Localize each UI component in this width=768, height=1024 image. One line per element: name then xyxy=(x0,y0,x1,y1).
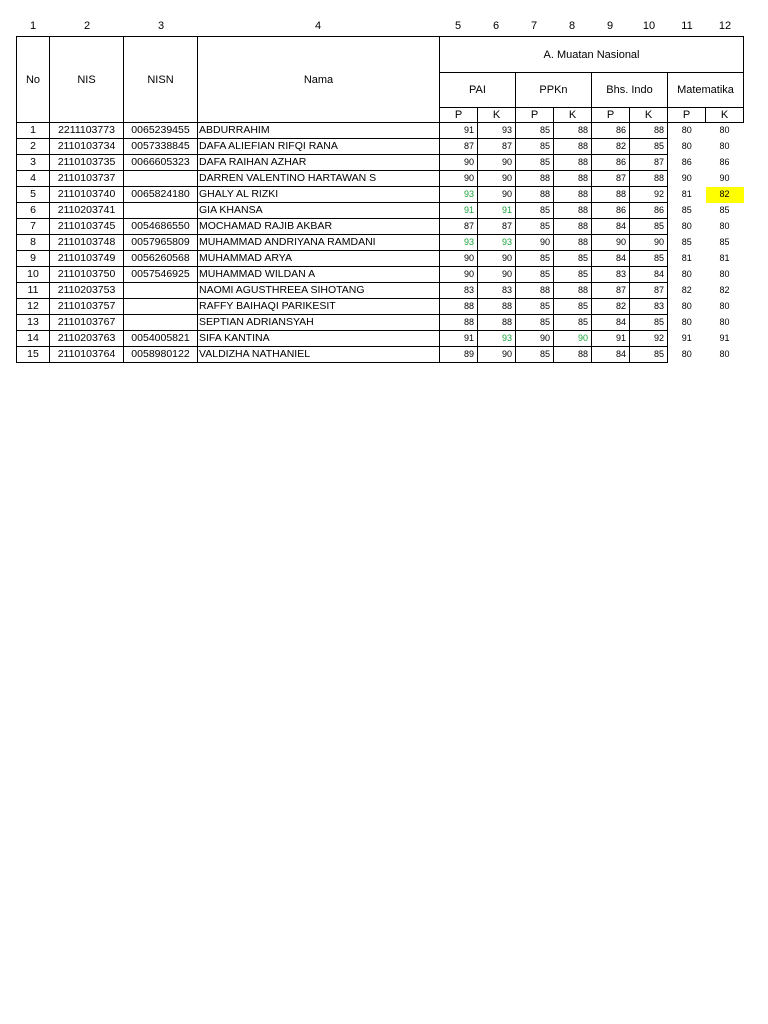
header-nama: Nama xyxy=(198,37,440,123)
score-pai-k: 90 xyxy=(478,155,516,171)
table-row xyxy=(17,331,744,347)
cell-nisn: 0066605323 xyxy=(124,155,198,171)
score-ppkn-k: 85 xyxy=(554,315,592,331)
score-ppkn-p: 85 xyxy=(516,123,554,139)
score-bhs-indo-k: 85 xyxy=(630,251,668,267)
table-row xyxy=(17,187,744,203)
column-number: 10 xyxy=(642,20,656,32)
score-pai-k: 90 xyxy=(478,251,516,267)
score-ppkn-p: 85 xyxy=(516,139,554,155)
cell-no: 4 xyxy=(17,171,50,187)
header-nisn: NISN xyxy=(124,37,198,123)
score-ppkn-k: 90 xyxy=(554,331,592,347)
cell-nis: 2110103757 xyxy=(50,299,124,315)
cell-nama: RAFFY BAIHAQI PARIKESIT xyxy=(198,299,440,315)
cell-nisn: 0056260568 xyxy=(124,251,198,267)
score-ppkn-p: 90 xyxy=(516,235,554,251)
cell-nama: DARREN VALENTINO HARTAWAN S xyxy=(198,171,440,187)
column-number: 1 xyxy=(29,20,37,32)
score-matematika-p: 80 xyxy=(668,219,706,235)
score-bhs-indo-k: 87 xyxy=(630,283,668,299)
table-row xyxy=(17,155,744,171)
score-ppkn-k: 88 xyxy=(554,347,592,363)
score-pai-k: 93 xyxy=(478,123,516,139)
cell-nisn: 0054005821 xyxy=(124,331,198,347)
score-ppkn-p: 88 xyxy=(516,187,554,203)
cell-nama: MOCHAMAD RAJIB AKBAR xyxy=(198,219,440,235)
score-matematika-k: 80 xyxy=(719,349,730,359)
header-nis: NIS xyxy=(50,37,124,123)
header-k: K xyxy=(630,108,668,123)
cell-no: 1 xyxy=(17,123,50,139)
score-bhs-indo-p: 88 xyxy=(592,187,630,203)
cell-nis: 2110103750 xyxy=(50,267,124,283)
score-ppkn-p: 85 xyxy=(516,315,554,331)
header-k: K xyxy=(706,108,744,123)
score-pai-p: 83 xyxy=(440,283,478,299)
score-pai-p: 90 xyxy=(440,267,478,283)
score-pai-p: 90 xyxy=(440,251,478,267)
score-ppkn-p: 85 xyxy=(516,251,554,267)
cell-nama: DAFA ALIEFIAN RIFQI RANA xyxy=(198,139,440,155)
score-pai-k: 88 xyxy=(478,315,516,331)
table-row xyxy=(17,203,744,219)
score-matematika-k: 80 xyxy=(719,317,730,327)
table-row xyxy=(17,171,744,187)
score-bhs-indo-k: 92 xyxy=(630,331,668,347)
score-ppkn-k: 88 xyxy=(554,155,592,171)
column-number-ruler xyxy=(0,20,768,36)
column-number: 6 xyxy=(492,20,500,32)
table-row xyxy=(17,315,744,331)
column-number: 5 xyxy=(454,20,462,32)
score-bhs-indo-k: 85 xyxy=(630,315,668,331)
cell-no: 7 xyxy=(17,219,50,235)
cell-nama: MUHAMMAD WILDAN A xyxy=(198,267,440,283)
score-ppkn-p: 88 xyxy=(516,171,554,187)
score-matematika-k: 82 xyxy=(719,285,730,295)
table-row xyxy=(17,251,744,267)
header-subject-pai: PAI xyxy=(440,73,516,108)
score-ppkn-k: 88 xyxy=(554,171,592,187)
cell-nama: MUHAMMAD ANDRIYANA RAMDANI xyxy=(198,235,440,251)
score-bhs-indo-p: 84 xyxy=(592,315,630,331)
header-p: P xyxy=(440,108,478,123)
cell-nis: 2110103740 xyxy=(50,187,124,203)
score-pai-p: 87 xyxy=(440,219,478,235)
score-matematika-k: 81 xyxy=(719,253,730,263)
cell-no: 3 xyxy=(17,155,50,171)
header-p: P xyxy=(592,108,630,123)
score-ppkn-k: 85 xyxy=(554,251,592,267)
score-matematika-k: 91 xyxy=(719,333,730,343)
score-matematika-p: 90 xyxy=(668,171,706,187)
score-pai-k: 91 xyxy=(478,203,516,219)
score-pai-p: 93 xyxy=(440,235,478,251)
table-header xyxy=(17,37,744,123)
score-bhs-indo-k: 87 xyxy=(630,155,668,171)
cell-nisn xyxy=(124,283,198,299)
score-matematika-p: 91 xyxy=(668,331,706,347)
cell-nisn: 0065824180 xyxy=(124,187,198,203)
score-bhs-indo-p: 83 xyxy=(592,267,630,283)
cell-nisn xyxy=(124,315,198,331)
score-matematika-p: 80 xyxy=(668,123,706,139)
score-pai-k: 93 xyxy=(478,331,516,347)
score-bhs-indo-k: 85 xyxy=(630,139,668,155)
cell-nis: 2110103735 xyxy=(50,155,124,171)
cell-no: 12 xyxy=(17,299,50,315)
column-number: 11 xyxy=(681,20,693,32)
score-matematika-k: 80 xyxy=(719,141,730,151)
table-row xyxy=(17,123,744,139)
score-ppkn-k: 88 xyxy=(554,283,592,299)
table-row xyxy=(17,347,744,363)
header-k: K xyxy=(554,108,592,123)
header-group-muatan-nasional: A. Muatan Nasional xyxy=(440,37,744,73)
column-number: 8 xyxy=(568,20,576,32)
score-bhs-indo-p: 82 xyxy=(592,139,630,155)
cell-nama: GIA KHANSA xyxy=(198,203,440,219)
cell-nis: 2110203753 xyxy=(50,283,124,299)
score-ppkn-p: 88 xyxy=(516,283,554,299)
score-bhs-indo-p: 86 xyxy=(592,155,630,171)
header-k: K xyxy=(478,108,516,123)
score-matematika-p: 82 xyxy=(668,283,706,299)
score-pai-p: 90 xyxy=(440,155,478,171)
cell-nisn xyxy=(124,203,198,219)
score-ppkn-k: 88 xyxy=(554,123,592,139)
cell-nisn xyxy=(124,171,198,187)
cell-no: 8 xyxy=(17,235,50,251)
table-row xyxy=(17,235,744,251)
score-bhs-indo-p: 84 xyxy=(592,347,630,363)
score-pai-p: 87 xyxy=(440,139,478,155)
score-matematika-k: 85 xyxy=(719,205,730,215)
cell-nis: 2110203763 xyxy=(50,331,124,347)
score-matematika-k: 86 xyxy=(719,157,730,167)
header-subject-bhs-indo: Bhs. Indo xyxy=(592,73,668,108)
score-ppkn-p: 85 xyxy=(516,347,554,363)
table-row xyxy=(17,299,744,315)
cell-no: 15 xyxy=(17,347,50,363)
cell-nama: SIFA KANTINA xyxy=(198,331,440,347)
table-row xyxy=(17,267,744,283)
cell-nama: VALDIZHA NATHANIEL xyxy=(198,347,440,363)
score-bhs-indo-k: 88 xyxy=(630,171,668,187)
column-number: 9 xyxy=(606,20,614,32)
cell-nama: SEPTIAN ADRIANSYAH xyxy=(198,315,440,331)
score-ppkn-k: 85 xyxy=(554,267,592,283)
score-ppkn-k: 88 xyxy=(554,203,592,219)
score-ppkn-p: 85 xyxy=(516,155,554,171)
header-subject-matematika: Matematika xyxy=(668,73,744,108)
cell-nisn xyxy=(124,299,198,315)
score-bhs-indo-p: 86 xyxy=(592,123,630,139)
score-bhs-indo-k: 85 xyxy=(630,347,668,363)
score-pai-k: 87 xyxy=(478,139,516,155)
score-pai-k: 93 xyxy=(478,235,516,251)
score-bhs-indo-k: 86 xyxy=(630,203,668,219)
cell-nisn: 0058980122 xyxy=(124,347,198,363)
score-bhs-indo-p: 82 xyxy=(592,299,630,315)
cell-no: 2 xyxy=(17,139,50,155)
score-ppkn-k: 88 xyxy=(554,187,592,203)
header-subject-ppkn: PPKn xyxy=(516,73,592,108)
cell-no: 14 xyxy=(17,331,50,347)
score-pai-p: 88 xyxy=(440,299,478,315)
score-pai-k: 90 xyxy=(478,187,516,203)
cell-nisn: 0057546925 xyxy=(124,267,198,283)
score-pai-p: 91 xyxy=(440,331,478,347)
score-bhs-indo-p: 86 xyxy=(592,203,630,219)
score-bhs-indo-p: 87 xyxy=(592,283,630,299)
score-matematika-k: 82 xyxy=(706,187,744,203)
table-row xyxy=(17,219,744,235)
cell-nama: DAFA RAIHAN AZHAR xyxy=(198,155,440,171)
header-p: P xyxy=(668,108,706,123)
score-pai-p: 93 xyxy=(440,187,478,203)
score-pai-k: 88 xyxy=(478,299,516,315)
cell-nama: ABDURRAHIM xyxy=(198,123,440,139)
score-bhs-indo-p: 90 xyxy=(592,235,630,251)
cell-nama: GHALY AL RIZKI xyxy=(198,187,440,203)
cell-nis: 2110103737 xyxy=(50,171,124,187)
score-matematika-p: 80 xyxy=(668,299,706,315)
column-number: 3 xyxy=(157,20,165,32)
score-ppkn-p: 85 xyxy=(516,219,554,235)
cell-no: 6 xyxy=(17,203,50,219)
score-bhs-indo-p: 87 xyxy=(592,171,630,187)
score-bhs-indo-k: 84 xyxy=(630,267,668,283)
score-bhs-indo-k: 83 xyxy=(630,299,668,315)
score-matematika-p: 85 xyxy=(668,203,706,219)
column-number: 2 xyxy=(83,20,91,32)
score-ppkn-p: 90 xyxy=(516,331,554,347)
cell-nis: 2110203741 xyxy=(50,203,124,219)
score-bhs-indo-k: 92 xyxy=(630,187,668,203)
score-pai-p: 89 xyxy=(440,347,478,363)
score-pai-k: 90 xyxy=(478,347,516,363)
score-ppkn-p: 85 xyxy=(516,267,554,283)
score-pai-k: 90 xyxy=(478,267,516,283)
score-matematika-p: 81 xyxy=(668,187,706,203)
score-ppkn-k: 88 xyxy=(554,139,592,155)
cell-no: 5 xyxy=(17,187,50,203)
table-body xyxy=(17,123,744,363)
score-matematika-k: 80 xyxy=(719,221,730,231)
score-pai-p: 90 xyxy=(440,171,478,187)
table-row xyxy=(17,139,744,155)
score-bhs-indo-p: 84 xyxy=(592,251,630,267)
score-matematika-k: 85 xyxy=(719,237,730,247)
score-matematika-p: 80 xyxy=(668,267,706,283)
table-row xyxy=(17,283,744,299)
score-matematika-p: 86 xyxy=(668,155,706,171)
score-matematika-k: 80 xyxy=(719,269,730,279)
cell-nis: 2110103745 xyxy=(50,219,124,235)
score-matematika-k: 80 xyxy=(719,301,730,311)
score-pai-p: 88 xyxy=(440,315,478,331)
cell-nis: 2211103773 xyxy=(50,123,124,139)
score-matematika-k: 80 xyxy=(719,125,730,136)
cell-nis: 2110103749 xyxy=(50,251,124,267)
cell-nis: 2110103767 xyxy=(50,315,124,331)
cell-nisn: 0057338845 xyxy=(124,139,198,155)
score-ppkn-k: 88 xyxy=(554,219,592,235)
score-bhs-indo-p: 84 xyxy=(592,219,630,235)
score-ppkn-k: 88 xyxy=(554,235,592,251)
grade-table xyxy=(16,36,744,363)
score-ppkn-p: 85 xyxy=(516,299,554,315)
header-p: P xyxy=(516,108,554,123)
column-number: 7 xyxy=(530,20,538,32)
score-bhs-indo-k: 85 xyxy=(630,219,668,235)
score-ppkn-k: 85 xyxy=(554,299,592,315)
score-matematika-p: 85 xyxy=(668,235,706,251)
cell-nama: MUHAMMAD ARYA xyxy=(198,251,440,267)
score-matematika-p: 81 xyxy=(668,251,706,267)
score-pai-p: 91 xyxy=(440,203,478,219)
cell-nisn: 0057965809 xyxy=(124,235,198,251)
column-number: 4 xyxy=(314,20,322,32)
cell-nama: NAOMI AGUSTHREEA SIHOTANG xyxy=(198,283,440,299)
cell-nis: 2110103748 xyxy=(50,235,124,251)
score-bhs-indo-k: 88 xyxy=(630,123,668,139)
score-matematika-p: 80 xyxy=(668,315,706,331)
score-bhs-indo-k: 90 xyxy=(630,235,668,251)
score-pai-k: 87 xyxy=(478,219,516,235)
score-ppkn-p: 85 xyxy=(516,203,554,219)
cell-no: 11 xyxy=(17,283,50,299)
cell-no: 13 xyxy=(17,315,50,331)
score-pai-k: 83 xyxy=(478,283,516,299)
cell-nis: 2110103734 xyxy=(50,139,124,155)
score-bhs-indo-p: 91 xyxy=(592,331,630,347)
cell-nis: 2110103764 xyxy=(50,347,124,363)
score-matematika-p: 80 xyxy=(668,347,706,363)
score-pai-k: 90 xyxy=(478,171,516,187)
score-matematika-k: 90 xyxy=(719,173,730,183)
header-no: No xyxy=(17,37,50,123)
cell-nisn: 0065239455 xyxy=(124,123,198,139)
score-matematika-p: 80 xyxy=(668,139,706,155)
score-pai-p: 91 xyxy=(440,123,478,139)
cell-nisn: 0054686550 xyxy=(124,219,198,235)
cell-no: 10 xyxy=(17,267,50,283)
column-number: 12 xyxy=(718,20,732,32)
cell-no: 9 xyxy=(17,251,50,267)
